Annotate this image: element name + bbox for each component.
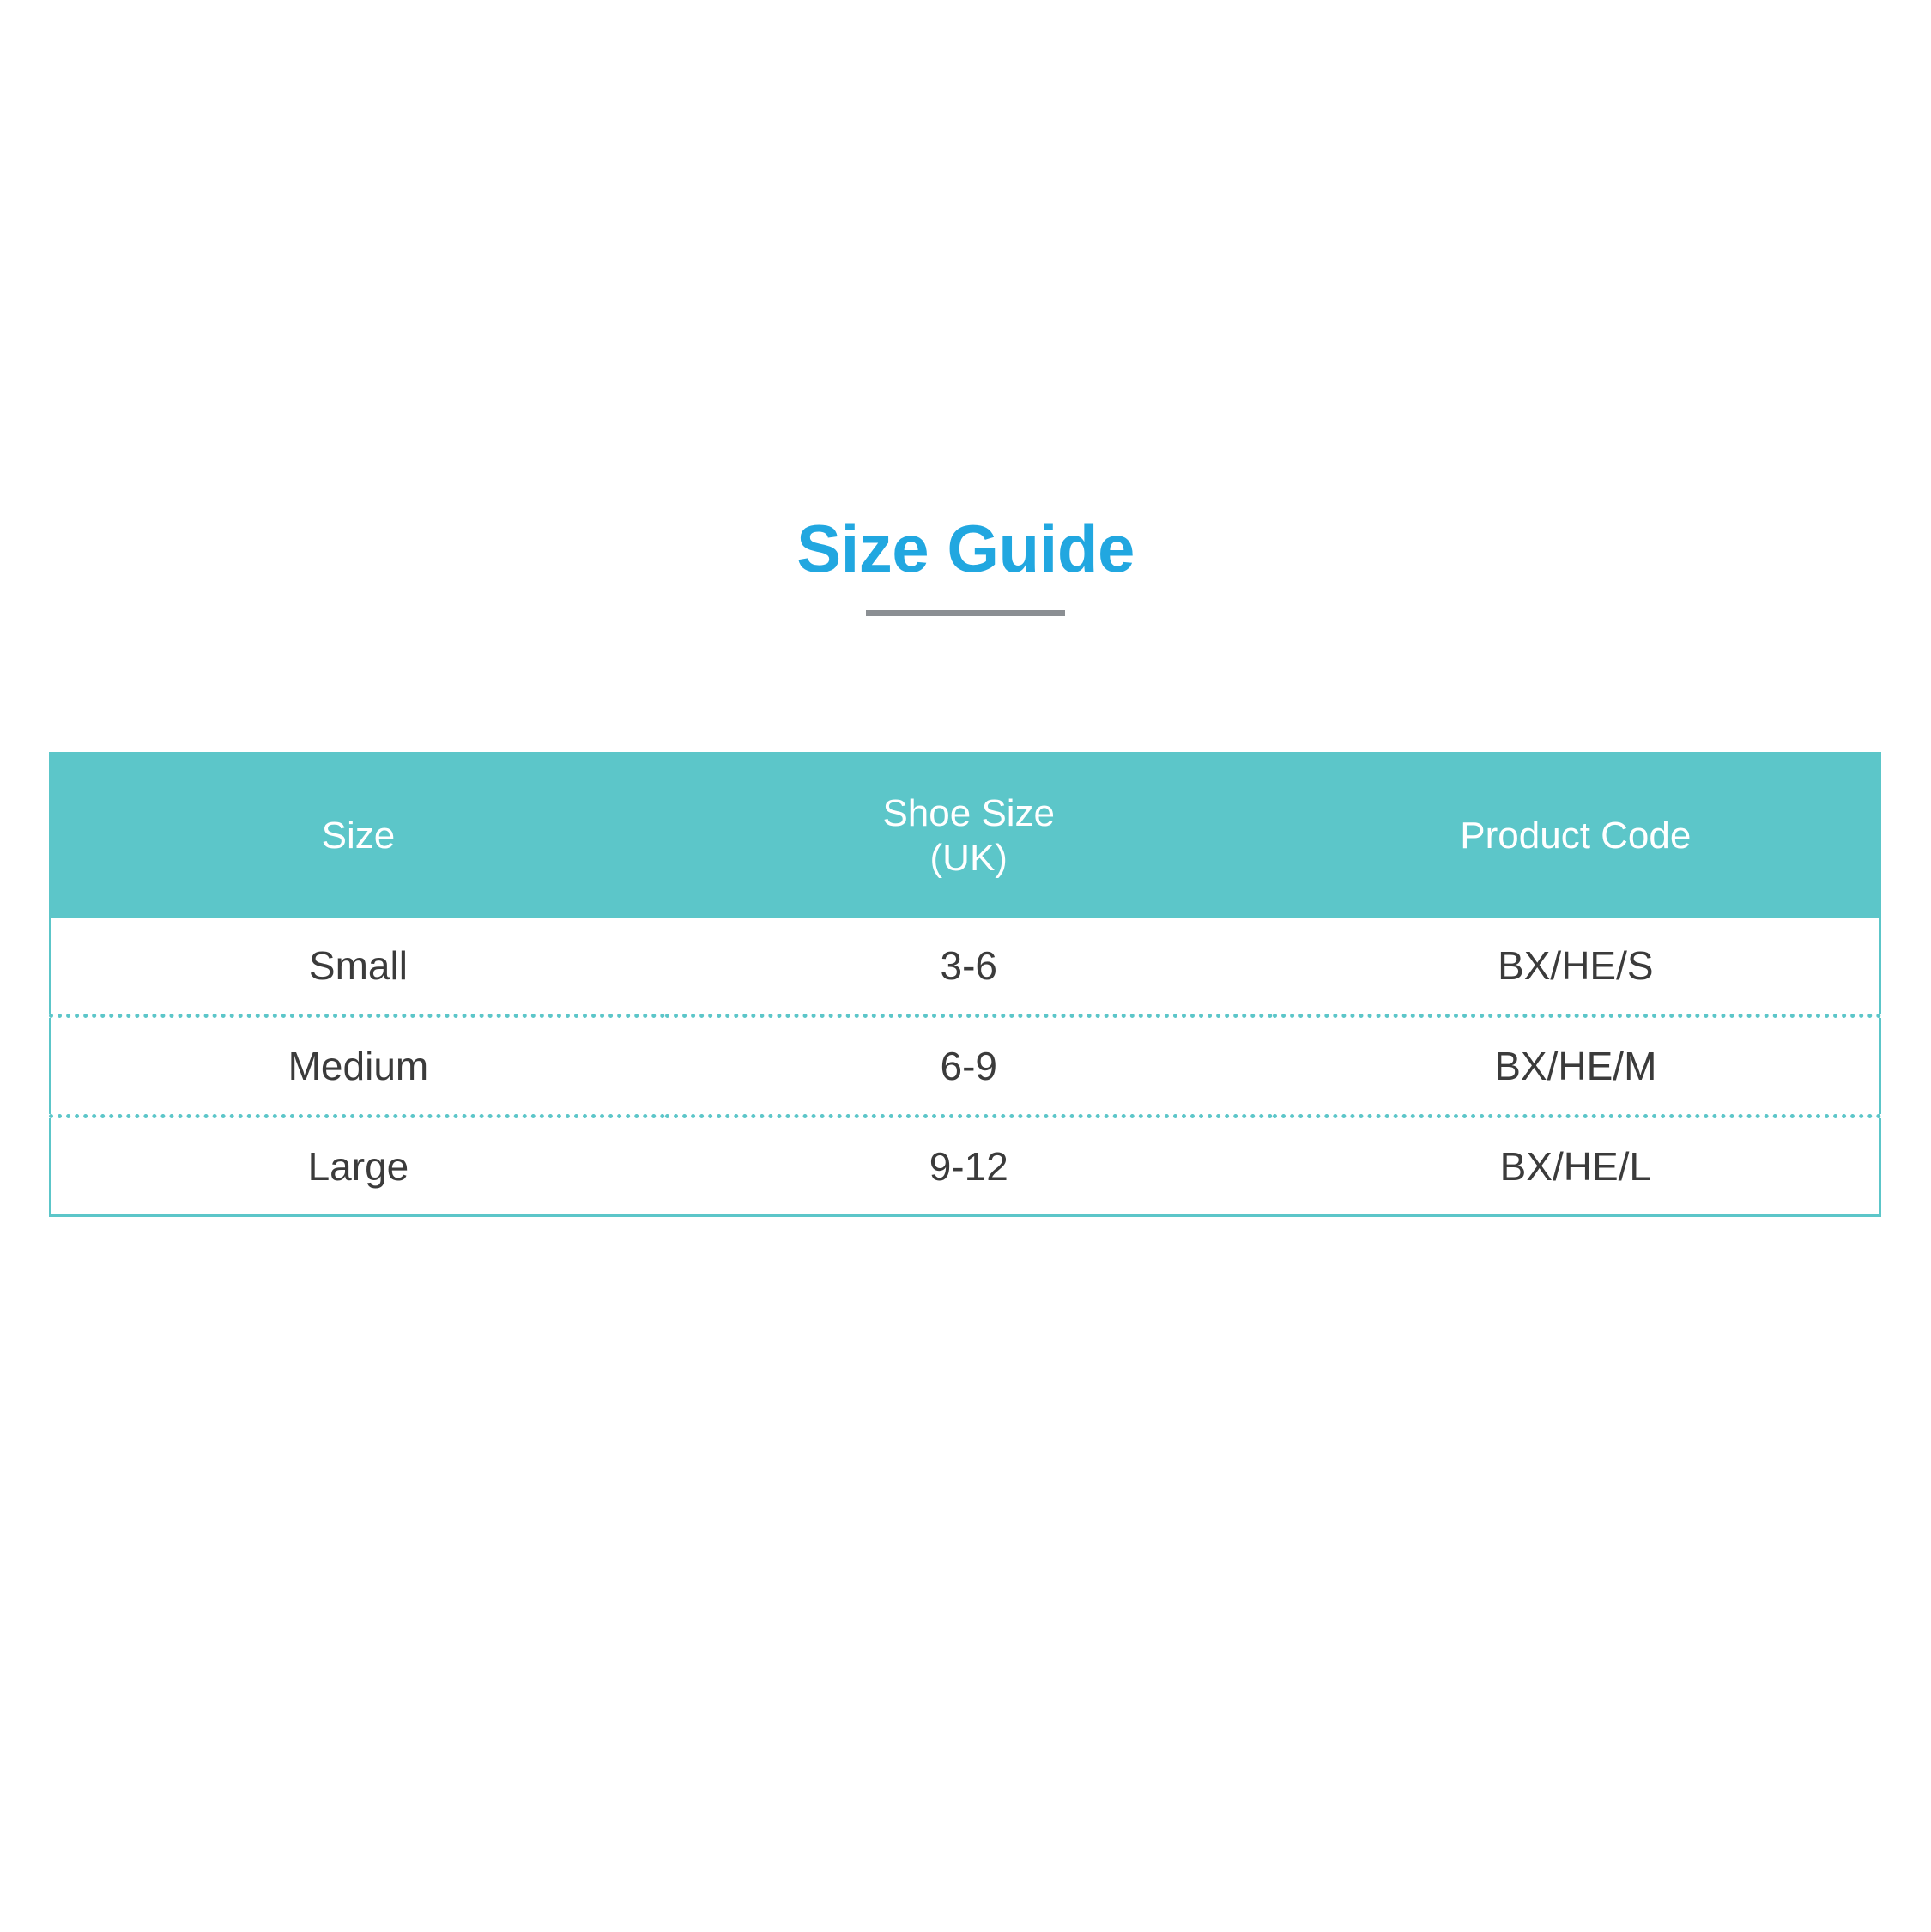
cell-size: Large xyxy=(51,1117,665,1216)
column-header-shoe-size-line2: (UK) xyxy=(929,837,1008,879)
table-header xyxy=(51,754,1880,918)
table-row xyxy=(51,918,1880,1016)
cell-size: Small xyxy=(51,918,665,1016)
table-header-row xyxy=(51,754,1880,918)
cell-size: Medium xyxy=(51,1016,665,1117)
cell-shoe-size: 6-9 xyxy=(665,1016,1273,1117)
column-header-product-code xyxy=(1273,754,1880,918)
column-header-product-code-line1: Product Code xyxy=(1460,815,1692,857)
size-table-container xyxy=(49,752,1881,1217)
column-header-size xyxy=(51,754,665,918)
cell-product-code: BX/HE/S xyxy=(1273,918,1880,1016)
cell-shoe-size: 3-6 xyxy=(665,918,1273,1016)
size-guide-table xyxy=(49,752,1881,1217)
table-row xyxy=(51,1117,1880,1216)
page-title: Size Guide xyxy=(796,511,1135,586)
column-header-shoe-size xyxy=(665,754,1273,918)
column-header-shoe-size-line1: Shoe Size xyxy=(882,792,1056,835)
title-block xyxy=(0,511,1931,616)
column-header-size-line1: Size xyxy=(321,815,396,857)
table-row xyxy=(51,1016,1880,1117)
table-body xyxy=(51,918,1880,1216)
cell-shoe-size: 9-12 xyxy=(665,1117,1273,1216)
title-underline-divider xyxy=(866,610,1065,616)
cell-product-code: BX/HE/M xyxy=(1273,1016,1880,1117)
cell-product-code: BX/HE/L xyxy=(1273,1117,1880,1216)
